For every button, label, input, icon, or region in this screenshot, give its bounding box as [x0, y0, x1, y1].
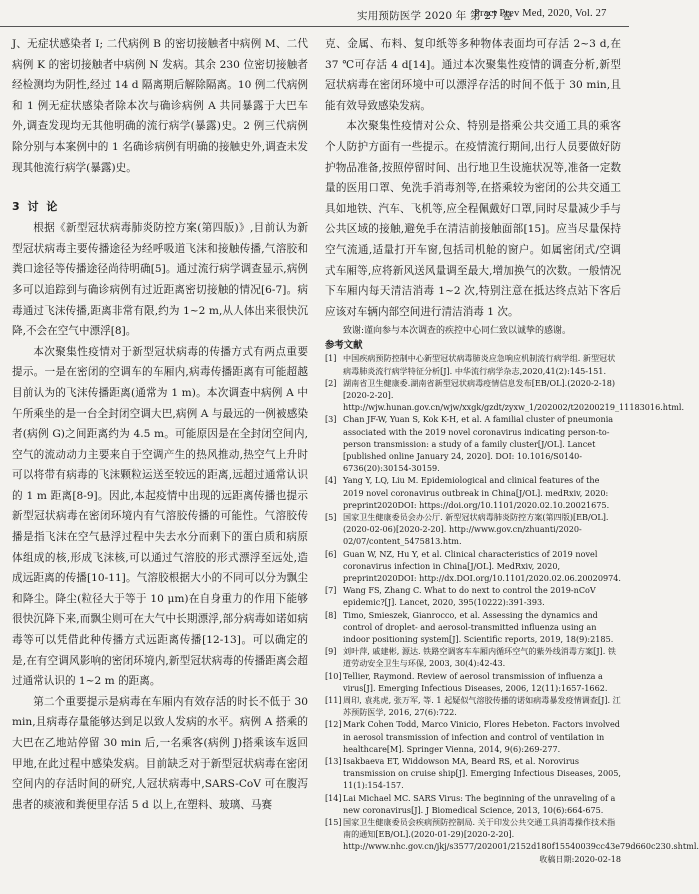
left-column [12, 34, 308, 815]
reference-text: Yang Y, LQ, Liu M. Epidemiological and clinical features of the 2019 novel coronavirus outbreak in China[J/OL]. medRxiv, 2020: preprint2020DOI: https://doi.org/10.1101/2020.02.10.20021675. [343, 475, 610, 510]
journal-issue-cn: 实用预防医学 2020 年 第 27 卷 [357, 10, 513, 22]
reference-item [325, 548, 621, 585]
received-date: 收稿日期:2020-02-18 [539, 853, 621, 864]
reference-number: [15] [325, 817, 342, 828]
reference-item [325, 584, 621, 608]
reference-text: 国家卫生健康委员会办公厅. 新型冠状病毒肺炎防控方案(第四版)[EB/OL].(2020-02-06)[2020-2-20]. http://www.gov.cn/zhuanti/2020-02/07/content_5475813.htm. [343, 511, 609, 547]
reference-text: 中国疾病预防控制中心新型冠状病毒肺炎应急响应机制流行病学组. 新型冠状病毒肺炎流行病学特征分析[J]. 中华流行病学杂志,2020,41(2):145-151. [343, 353, 616, 376]
reference-text: Guan W, NZ, Hu Y, et al. Clinical characteristics of 2019 novel coronavirus infection in China[J/OL]. MedRxiv, 2020, preprint2020DOI: http://dx.DOI.org/10.1101/2020.02.06.20020974. [343, 548, 621, 583]
reference-text: 国家卫生健康委员会疾病预防控制局. 关于印发公共交通工具消毒操作技术指南的通知[EB/OL].(2020-01-29)[2020-2-20]. http://www.nhc.gov.cn/jkj/s3577/202001/2152d180f15540039cc43e79d660c230.shtml. [343, 817, 699, 852]
page-header [0, 0, 629, 27]
reference-text: 湖南省卫生健康委.湖南省新型冠状病毒疫情信息发布[EB/OL].(2020-2-18)[2020-2-20]. http://wjw.hunan.gov.cn/wjw/xxgk/gzdt/zyxw_1/202002/t20200219_11183016.html. [343, 377, 685, 413]
reference-number: [8] [325, 609, 337, 620]
reference-item [325, 474, 621, 511]
reference-item [325, 609, 621, 646]
journal-issue-en: Pract Prev Med, 2020, Vol. 27 [474, 8, 607, 19]
paragraph-case-summary: J、无症状感染者 I; 二代病例 B 的密切接触者中病例 M、二代病例 K 的密切接触者中病例 N 发病。其余 230 位密切接触者经检测均为阴性,经过 14 d 隔离期后解除隔离。10 例二代病例和 1 例无症状感染者除本次与确诊病例 A 共同暴露于大巴车外,调查发现均无其他明确的流行病学(暴露)史。2 例三代病例除分别与本案例中的 1 名确诊病例有明确的接触史外,调查未发现其他流行病学(暴露)史。 [12, 38, 308, 174]
reference-text: Mark Cohen Todd, Marco Vinicio, Flores Hebeton. Factors involved in aerosol transmission of infection and control of ventilation in healthcare[M]. Springer Vienna, 2014, 9(6):269-277. [343, 719, 620, 754]
reference-text: Timo, Smieszek, Gianrocco, et al. Assessing the dynamics and control of droplet- and aerosol-transmitted influenza using an indoor positioning system[J]. Scientific reports, 2019, 18(9):2185. [343, 609, 614, 644]
reference-item [325, 694, 621, 718]
reference-number: [11] [325, 695, 342, 705]
reference-item [325, 377, 685, 414]
reference-text: Chan JF-W, Yuan S, Kok K-H, et al. A familial cluster of pneumonia associated with the 2019 novel coronavirus indicating person-to-person transmission: a study of a family cluster[J/OL]. Lancet [published online January 24, 2020]. DOI: 10.1016/S0140-6736(20):30154-30159. [343, 414, 614, 474]
reference-item [325, 792, 621, 816]
reference-number: [3] [325, 414, 337, 425]
reference-text: Wang FS, Zhang C. What to do next to control the 2019-nCoV epidemic?[J]. Lancet, 2020, 395(10222):391-393. [343, 585, 596, 608]
reference-number: [2] [325, 377, 337, 388]
reference-text: Lai Michael MC. SARS Virus: The beginning of the unraveling of a new coronavirus[J]. J Biomedical Science, 2013, 10(6):664-675. [343, 792, 616, 815]
reference-item [325, 413, 621, 474]
reference-number: [9] [325, 646, 337, 657]
reference-number: [4] [325, 475, 337, 486]
reference-number: [1] [325, 353, 337, 364]
paragraph-protection-advice: 本次聚集性疫情对公众、特别是搭乘公共交通工具的乘客个人防护方面有一些提示。在疫情流行期间,出行人员要做好防护物品准备,按照停留时间、出行地卫生设施状况等,准备一定数量的医用口罩、免洗手消毒剂等,在搭乘较为密闭的公共交通工具如地铁、汽车、飞机等,应全程佩戴好口罩,同时尽量减少手与公共区域的接触,避免手在清洁前接触面部[15]。应当尽量保持空气流通,适量打开车窗,包括司机舱的窗户。如属密闭式/空调式车厢等,应将新风送风量调至最大,增加换气的次数。一般情况下车厢内每天清洁消毒 1~2 次,特别注意在抵达终点站下客后应该对车辆内部空间进行清洁消毒 1 次。 [325, 120, 621, 318]
paragraph-survival-continued: 克、金属、布料、复印纸等多种物体表面均可存活 2~3 d,在 37 ℃可存活 4 d[14]。通过本次聚集性疫情的调查分析,新型冠状病毒在密闭环境中可以漂浮存活的时间不低于 30 min,且能有效导致感染发病。 [325, 38, 621, 112]
paragraph-transmission-routes: 根据《新型冠状病毒肺炎防控方案(第四版)》,目前认为新型冠状病毒主要传播途径为经呼吸道飞沫和接触传播,气溶胶和粪口途径等传播途径尚待明确[5]。通过流行病学调查显示,病例多可以追踪到与确诊病例有过近距离密切接触的情况[6-7]。病毒通过飞沫传播,距离非常有限,约为 1~2 m,从人体出来很快沉降,不会在空气中漂浮[8]。 [12, 222, 308, 338]
reference-item [325, 816, 699, 853]
reference-number: [13] [325, 756, 342, 767]
paragraph-first-implication: 本次聚集性疫情对于新型冠状病毒的传播方式有两点重要提示。一是在密闭的空调车的车厢内,病毒传播距离有可能超越目前认为的飞沫传播距离(通常为 1 m)。本次调查中病例 A 中午所乘坐的是一台全封闭空调大巴,病例 A 与最远的一例被感染者(病例 G)之间距离约为 4.5 m。可能原因是在全封闭空间内,空气的流动动力主要来自于空调产生的热风推动,热空气上升时可以将带有病毒的飞沫颗粒运送至较远的距离,远超过通常认识的 1 m 距离[8-9]。因此,本起疫情中出现的远距离传播也提示新型冠状病毒在密闭环境内有气溶胶传播的可能性。气溶胶传播是指飞沫在空气悬浮过程中失去水分而剩下的蛋白质和病原体组成的核,形成飞沫核,可以通过气溶胶的形式漂浮至远处,造成远距离的传播[10-11]。气溶胶根据大小的不同可以分为飘尘和降尘。降尘(粒径大于等于 10 μm)在自身重力的作用下能够很快沉降下来,而飘尘则可在大气中长期漂浮,部分病毒如诺如病毒等可以凭借此种传播方式远距离传播[12-13]。可以确定的是,在有空调风影响的密闭环境内,新型冠状病毒的传播距离会超过通常认识的 1~2 m 的距离。 [12, 345, 308, 688]
reference-number: [14] [325, 792, 342, 803]
section-heading-discussion: 3 讨 论 [12, 200, 60, 214]
reference-item [325, 670, 621, 694]
acknowledgement: 致谢:谨向参与本次调查的疾控中心同仁致以诚挚的感谢。 [343, 326, 572, 337]
reference-number: [6] [325, 548, 337, 559]
reference-number: [7] [325, 585, 337, 596]
reference-text: Isakbaeva ET, Widdowson MA, Beard RS, et al. Norovirus transmission on cruise ship[J]. Emerging Infectious Diseases, 2005, 11(1):154-157. [343, 756, 621, 791]
reference-number: [12] [325, 719, 342, 730]
reference-number: [10] [325, 670, 342, 681]
references-list [325, 352, 699, 852]
reference-item [325, 511, 621, 548]
reference-item [325, 352, 621, 376]
reference-item [325, 755, 621, 792]
reference-item [325, 718, 621, 755]
references-title: 参考文献 [325, 340, 363, 352]
reference-text: 周印, 袁兆虎, 张万军, 等. 1 起疑似气溶胶传播的诺如病毒暴发疫情调查[J]. 江苏预防医学, 2016, 27(6):722. [343, 695, 621, 718]
reference-text: 刘叶萍, 戚建彬, 源达. 铁路空调客车车厢内循环空气的紫外线消毒方案[J]. 铁道劳动安全卫生与环保, 2003, 30(4):42-43. [343, 646, 616, 669]
paragraph-second-implication: 第二个重要提示是病毒在车厢内有效存活的时长不低于 30 min,且病毒存量能够达到足以致人发病的水平。病例 A 搭乘的大巴在乙地站停留 30 min 后,一名乘客(病例 J)搭乘该车返回甲地,在此过程中感染发病。目前缺乏对于新型冠状病毒在密闭空间内的存活时间的研究,人冠状病毒中,SARS-CoV 可在腹泻患者的痰液和粪便里存活 5 d 以上,在塑料、玻璃、马赛 [12, 695, 308, 811]
reference-number: [5] [325, 511, 337, 522]
reference-item [325, 645, 621, 669]
right-column [325, 34, 699, 865]
reference-text: Tellier, Raymond. Review of aerosol transmission of influenza a virus[J]. Emerging Infectious Diseases, 2006, 12(11):1657-1662. [343, 670, 608, 693]
